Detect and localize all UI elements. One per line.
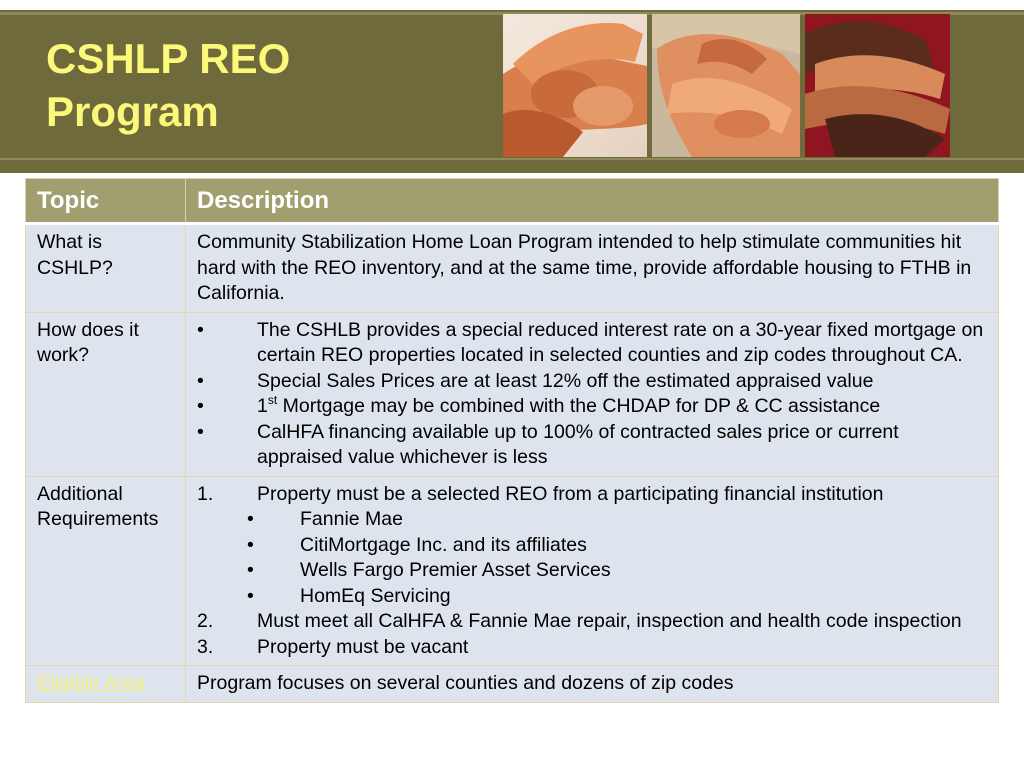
table-row [26,476,999,666]
bullet-mark: • [247,533,254,556]
sub-item-text: CitiMortgage Inc. and its affiliates [300,533,587,556]
item-text: Must meet all CalHFA & Fannie Mae repair, inspection and health code inspection [257,610,962,632]
header-description: Description [186,179,999,224]
bullet-mark: • [197,318,204,341]
bullet-text-rest: Mortgage may be combined with the CHDAP for DP & CC assistance [277,395,881,417]
hands-photo-1 [503,14,647,157]
table-row [26,224,999,313]
header-topic: Topic [26,179,186,224]
bullet-text [257,394,880,420]
banner-bottom-rule [0,158,1024,160]
bullet-mark: • [247,584,254,607]
bullet-mark: • [247,559,254,581]
number-mark: 2. [197,610,214,632]
hands-photo-3 [805,14,950,157]
description-cell: Community Stabilization Home Loan Program intended to help stimulate communities hit hard with the REO inventory, and at the same time, provide affordable housing to FTHB in California. [186,224,999,313]
sub-bullet-item [197,507,987,533]
description-cell [186,312,999,476]
bullet-item [197,420,987,471]
topic-cell: How does it work? [26,312,186,476]
bullet-text: Special Sales Prices are at least 12% off the estimated appraised value [257,369,874,392]
eligible-area-link[interactable]: Eligible Area [37,672,146,694]
bullet-item [197,394,987,420]
bullet-item [197,318,987,369]
slide-title [46,32,466,138]
number-mark: 3. [197,635,214,658]
bullet-mark: • [197,369,204,392]
ordinal-number: 1 [257,395,268,417]
topic-cell: What is CSHLP? [26,224,186,313]
sub-bullet-item [197,584,987,610]
numbered-item [197,635,987,661]
topic-cell: Additional Requirements [26,476,186,666]
bullet-item [197,369,987,395]
sub-item-text: HomEq Servicing [300,584,451,607]
hands-photo-2 [652,14,800,157]
numbered-item [197,482,987,508]
title-line-2: Program [46,88,219,135]
bullet-mark: • [197,420,204,443]
sub-item-text: Wells Fargo Premier Asset Services [300,559,611,581]
table-row [26,666,999,703]
sub-bullet-item [197,558,987,584]
sub-item-text: Fannie Mae [300,508,403,530]
item-text: Property must be vacant [257,635,469,658]
program-table [25,178,999,703]
bullet-mark: • [197,395,204,417]
table-row [26,312,999,476]
description-cell: Program focuses on several counties and dozens of zip codes [186,666,999,703]
bullet-mark: • [247,508,254,530]
bullet-text: CalHFA financing available up to 100% of contracted sales price or current appraised value whichever is less [257,420,899,468]
numbered-item [197,609,987,635]
table-header-row [26,179,999,224]
number-mark: 1. [197,482,214,505]
sub-bullet-item [197,533,987,559]
topic-cell [26,666,186,703]
bullet-text: The CSHLB provides a special reduced interest rate on a 30-year fixed mortgage on certain REO properties located in selected counties and zip codes throughout CA. [257,318,984,366]
item-text: Property must be a selected REO from a participating financial institution [257,482,884,505]
title-line-1: CSHLP REO [46,35,291,82]
description-cell [186,476,999,666]
ordinal-suffix: st [267,393,278,407]
